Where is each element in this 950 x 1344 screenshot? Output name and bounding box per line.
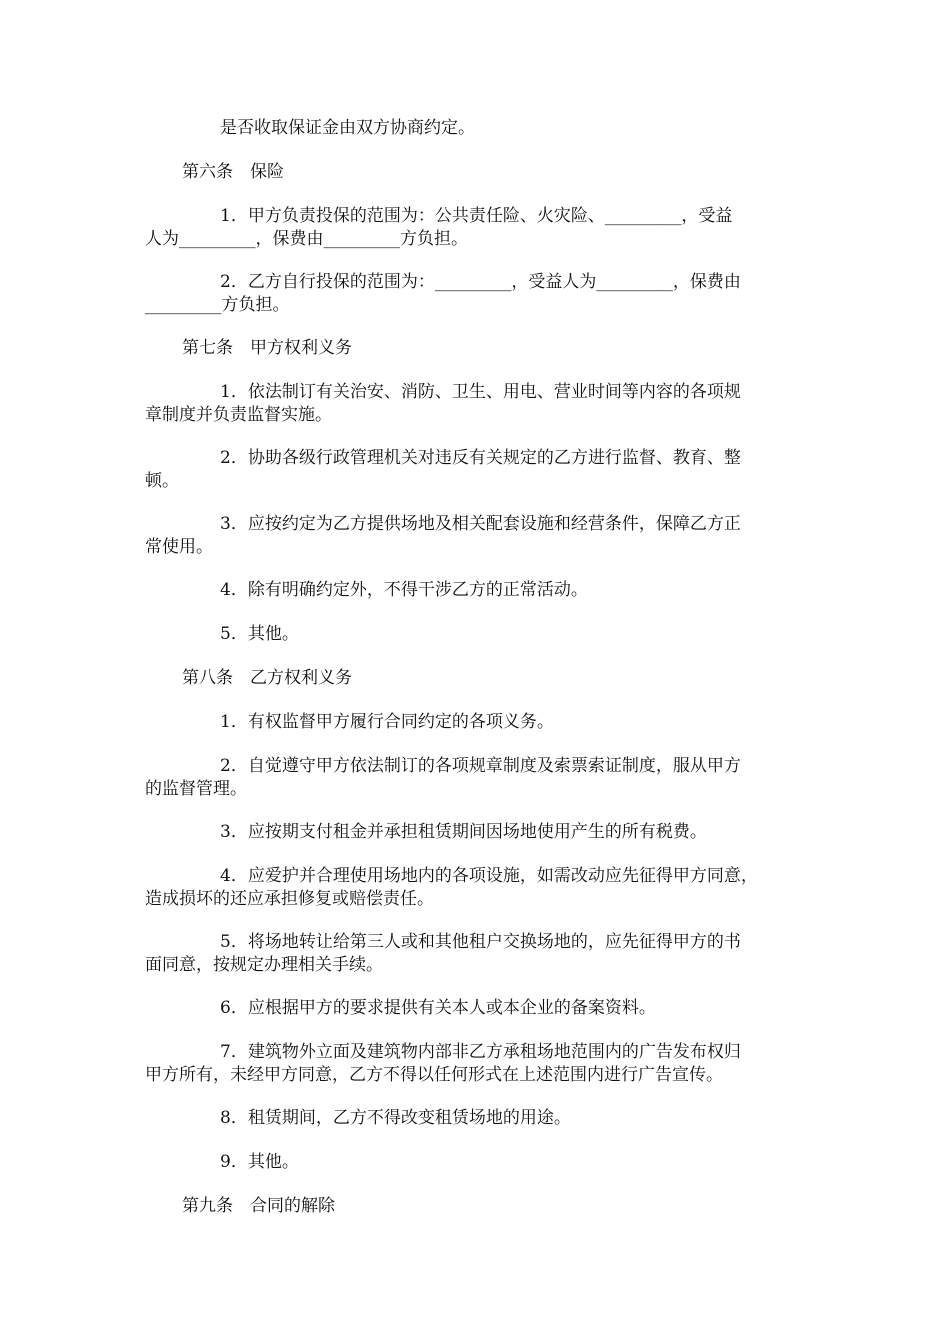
paragraph-line: 的监督管理。 <box>145 779 247 799</box>
paragraph-line: 5．其他。 <box>220 624 299 644</box>
paragraph-line: 人为_________，保费由_________方负担。 <box>145 229 468 249</box>
paragraph-line: 2．协助各级行政管理机关对违反有关规定的乙方进行监督、教育、整 <box>220 448 741 468</box>
paragraph-line: 常使用。 <box>145 537 213 557</box>
paragraph-line: 面同意，按规定办理相关手续。 <box>145 955 383 975</box>
section-heading: 第九条 合同的解除 <box>182 1196 335 1216</box>
paragraph-line: 是否收取保证金由双方协商约定。 <box>220 118 475 138</box>
paragraph-line: 7．建筑物外立面及建筑物内部非乙方承租场地范围内的广告发布权归 <box>220 1042 741 1062</box>
paragraph-line: 6．应根据甲方的要求提供有关本人或本企业的备案资料。 <box>220 998 656 1018</box>
paragraph-line: 2．自觉遵守甲方依法制订的各项规章制度及索票索证制度，服从甲方 <box>220 756 741 776</box>
section-heading: 第六条 保险 <box>182 162 284 182</box>
paragraph-line: 2．乙方自行投保的范围为：_________，受益人为_________，保费由 <box>220 272 741 292</box>
section-heading: 第七条 甲方权利义务 <box>182 338 352 358</box>
paragraph-line: 9．其他。 <box>220 1152 299 1172</box>
paragraph-line: 8．租赁期间，乙方不得改变租赁场地的用途。 <box>220 1108 571 1128</box>
paragraph-line: 5．将场地转让给第三人或和其他租户交换场地的，应先征得甲方的书 <box>220 932 741 952</box>
section-heading: 第八条 乙方权利义务 <box>182 668 352 688</box>
paragraph-line: 顿。 <box>145 471 179 491</box>
paragraph-line: 4．除有明确约定外，不得干涉乙方的正常活动。 <box>220 580 588 600</box>
paragraph-line: 造成损坏的还应承担修复或赔偿责任。 <box>145 889 434 909</box>
paragraph-line: 3．应按约定为乙方提供场地及相关配套设施和经营条件，保障乙方正 <box>220 514 741 534</box>
paragraph-line: 3．应按期支付租金并承担租赁期间因场地使用产生的所有税费。 <box>220 822 707 842</box>
paragraph-line: 甲方所有，未经甲方同意，乙方不得以任何形式在上述范围内进行广告宣传。 <box>145 1065 723 1085</box>
paragraph-line: 4．应爱护并合理使用场地内的各项设施，如需改动应先征得甲方同意， <box>220 866 758 886</box>
paragraph-line: _________方负担。 <box>145 295 290 315</box>
paragraph-line: 1．甲方负责投保的范围为：公共责任险、火灾险、_________，受益 <box>220 206 733 226</box>
paragraph-line: 1．依法制订有关治安、消防、卫生、用电、营业时间等内容的各项规 <box>220 382 741 402</box>
paragraph-line: 章制度并负责监督实施。 <box>145 405 332 425</box>
paragraph-line: 1．有权监督甲方履行合同约定的各项义务。 <box>220 712 554 732</box>
